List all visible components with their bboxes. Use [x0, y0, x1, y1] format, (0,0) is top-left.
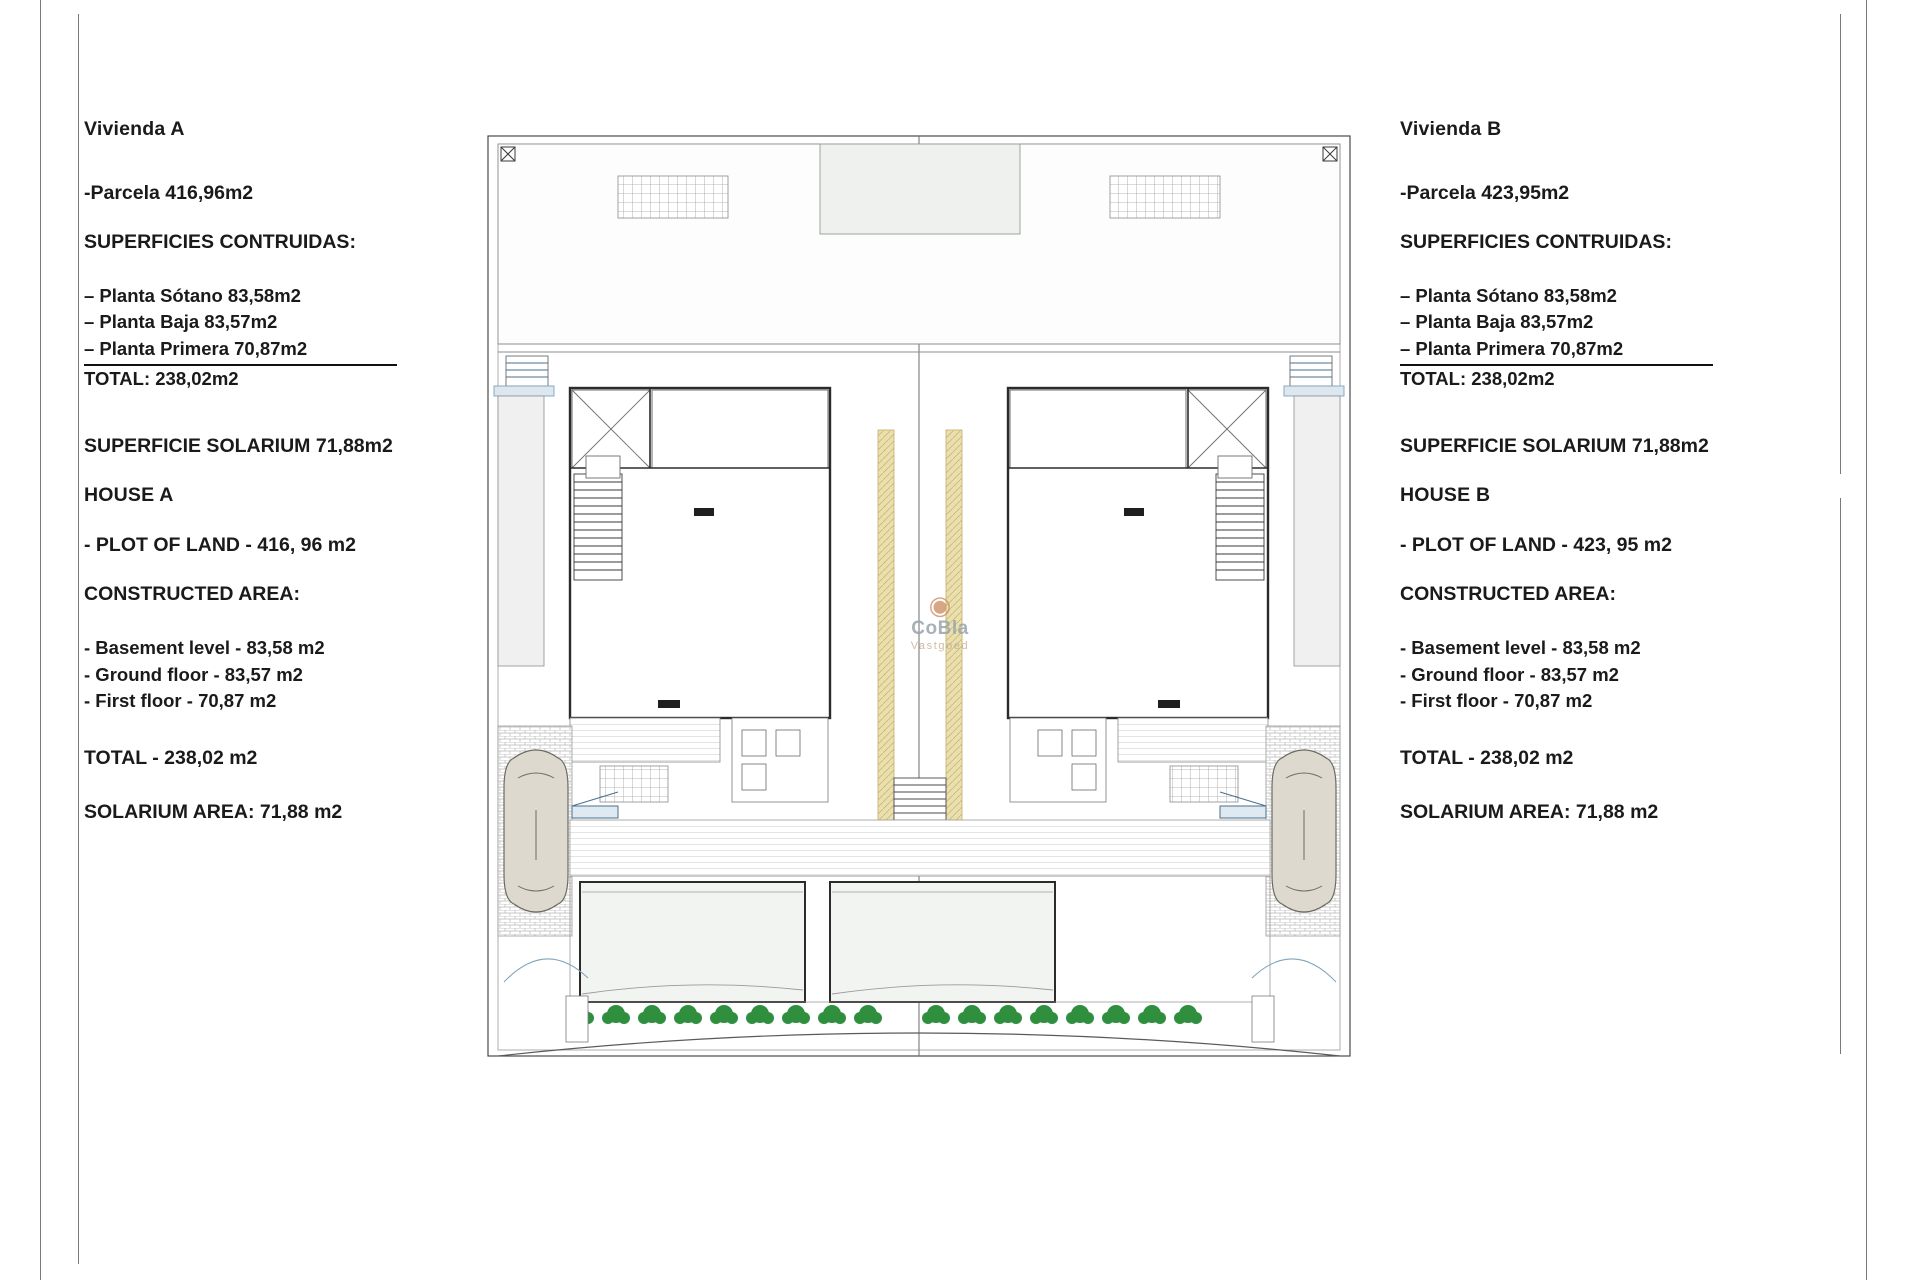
house-b-areas-heading-en: CONSTRUCTED AREA: [1400, 583, 1616, 606]
house-b-area-ground-es: – Planta Baja 83,57m2 [1400, 311, 1594, 333]
terrace-a [570, 718, 828, 802]
house-b-area-first-en: - First floor - 70,87 m2 [1400, 690, 1593, 712]
house-a-solarium-es: SUPERFICIE SOLARIUM 71,88m2 [84, 434, 393, 457]
house-a-areas-heading-en: CONSTRUCTED AREA: [84, 583, 300, 606]
house-a-solarium-en: SOLARIUM AREA: 71,88 m2 [84, 800, 343, 823]
house-b-area-first-es: – Planta Primera 70,87m2 [1400, 336, 1820, 366]
house-a-footprint [570, 388, 830, 718]
house-a-area-ground-es: – Planta Baja 83,57m2 [84, 311, 278, 333]
floor-plan-drawing [470, 130, 1370, 1170]
pool-b [830, 882, 1055, 1002]
car-icon-b [1272, 750, 1336, 912]
house-a-info-panel [84, 120, 504, 822]
rear-stair-b [1284, 356, 1344, 396]
page-border-right-outer [1866, 0, 1867, 1280]
house-b-plot-es: -Parcela 423,95m2 [1400, 181, 1570, 204]
house-a-total-en: TOTAL - 238,02 m2 [84, 747, 258, 770]
roof-panel-array-a [618, 176, 728, 218]
house-a-plot-en: - PLOT OF LAND - 416, 96 m2 [84, 533, 356, 556]
house-b-total-en: TOTAL - 238,02 m2 [1400, 747, 1574, 770]
house-a-total-es: TOTAL: 238,02m2 [84, 367, 239, 389]
pool-a [580, 882, 805, 1002]
house-b-solarium-en: SOLARIUM AREA: 71,88 m2 [1400, 800, 1659, 823]
house-a-area-first-es: – Planta Primera 70,87m2 [84, 336, 504, 366]
page-border-right-inner-bottom [1840, 498, 1841, 1054]
house-a-area-first-en: - First floor - 70,87 m2 [84, 690, 277, 712]
watermark-name: CoBla [911, 618, 969, 639]
car-icon-a [504, 750, 568, 912]
page-border-left-outer [40, 0, 41, 1280]
roof-panel-array-b [1110, 176, 1220, 218]
watermark-logo-icon: ◉ [928, 590, 952, 620]
terrace-b [1010, 718, 1268, 802]
house-b-area-basement-es: – Planta Sótano 83,58m2 [1400, 284, 1617, 306]
house-a-area-ground-en: - Ground floor - 83,57 m2 [84, 663, 303, 685]
house-b-plot-en: - PLOT OF LAND - 423, 95 m2 [1400, 533, 1672, 556]
house-a-plot-es: -Parcela 416,96m2 [84, 181, 254, 204]
house-a-area-basement-es: – Planta Sótano 83,58m2 [84, 284, 301, 306]
house-b-area-basement-en: - Basement level - 83,58 m2 [1400, 636, 1641, 658]
house-b-title-es: Vivienda B [1400, 118, 1502, 140]
rear-garden-zone [498, 144, 1340, 352]
house-a-areas-heading-es: SUPERFICIES CONTRUIDAS: [84, 231, 356, 253]
house-b-info-panel [1400, 120, 1820, 822]
house-b-solarium-es: SUPERFICIE SOLARIUM 71,88m2 [1400, 434, 1709, 457]
central-entry-stair [894, 778, 946, 820]
house-b-footprint [1008, 388, 1268, 718]
house-a-area-basement-en: - Basement level - 83,58 m2 [84, 636, 325, 658]
house-b-total-es: TOTAL: 238,02m2 [1400, 367, 1555, 389]
house-a-title-es: Vivienda A [84, 118, 185, 140]
party-wall-strip [878, 430, 962, 830]
house-a-staircase [574, 456, 622, 580]
rear-stair-a [494, 356, 554, 396]
house-b-areas-heading-es: SUPERFICIES CONTRUIDAS: [1400, 231, 1672, 253]
front-deck [570, 820, 1270, 876]
house-b-staircase [1216, 456, 1264, 580]
watermark-subtitle: Vastgoed [910, 640, 970, 652]
house-b-area-ground-en: - Ground floor - 83,57 m2 [1400, 663, 1619, 685]
house-b-title-en: HOUSE B [1400, 484, 1491, 507]
hedge-row [566, 1005, 1202, 1024]
page-border-right-inner-top [1840, 14, 1841, 474]
page-border-left-inner [78, 14, 79, 1264]
house-a-title-en: HOUSE A [84, 484, 174, 507]
